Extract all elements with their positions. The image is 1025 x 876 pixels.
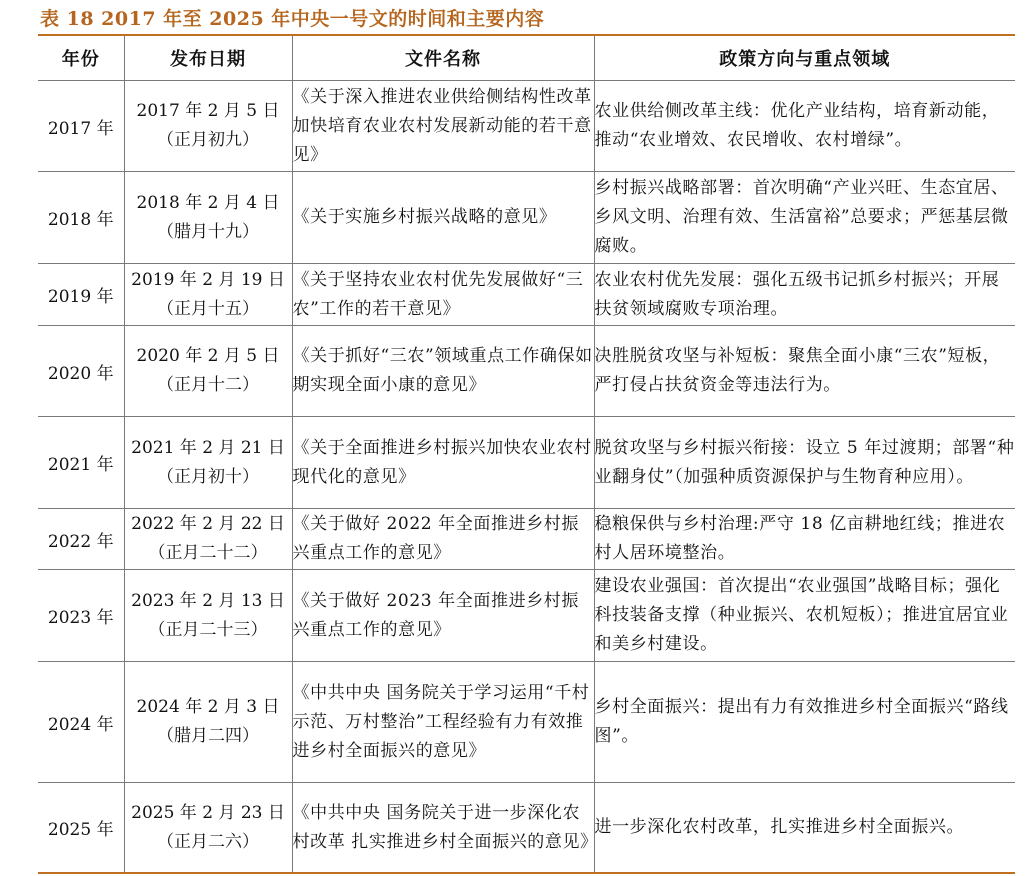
- release-date: 2024 年 2 月 3 日: [136, 697, 280, 717]
- year-cell: 2018 年: [38, 172, 124, 264]
- document-title: 《关于深入推进农业供给侧结构性改革加快培育农业农村发展新动能的若干意见》: [292, 81, 594, 172]
- release-date: 2023 年 2 月 13 日: [131, 590, 285, 611]
- release-date: 2021 年 2 月 21 日: [131, 437, 285, 458]
- policy-table: [38, 36, 1015, 873]
- release-date: 2017 年 2 月 5 日: [136, 101, 280, 121]
- policy-focus: 脱贫攻坚与乡村振兴衔接：设立 5 年过渡期；部署“种业翻身仗”（加强种质资源保护与生物育种应用）。: [594, 417, 1015, 509]
- date-cell: [124, 326, 292, 417]
- header-year: 年份: [38, 36, 124, 81]
- lunar-date: （腊月二四）: [157, 726, 259, 746]
- table-row: [38, 417, 1015, 509]
- table-row: [38, 662, 1015, 783]
- release-date: 2025 年 2 月 23 日: [131, 802, 285, 823]
- document-title: 《关于坚持农业农村优先发展做好“三农”工作的若干意见》: [292, 264, 594, 326]
- header-focus: 政策方向与重点领域: [594, 36, 1015, 81]
- policy-focus: 建设农业强国：首次提出“农业强国”战略目标；强化科技装备支撑（种业振兴、农机短板）；推进宜居宜业和美乡村建设。: [594, 570, 1015, 662]
- document-title: 《关于全面推进乡村振兴加快农业农村现代化的意见》: [292, 417, 594, 509]
- table-row: [38, 509, 1015, 570]
- lunar-date: （正月初九）: [157, 130, 259, 150]
- policy-focus: 农业农村优先发展：强化五级书记抓乡村振兴；开展扶贫领域腐败专项治理。: [594, 264, 1015, 326]
- policy-focus: 进一步深化农村改革，扎实推进乡村全面振兴。: [594, 783, 1015, 873]
- lunar-date: （正月二六）: [157, 831, 259, 852]
- lunar-date: （正月十二）: [157, 375, 259, 395]
- header-date: 发布日期: [124, 36, 292, 81]
- year-cell: 2021 年: [38, 417, 124, 509]
- year-cell: 2022 年: [38, 509, 124, 570]
- date-cell: [124, 172, 292, 264]
- date-cell: [124, 81, 292, 172]
- policy-focus: 农业供给侧改革主线：优化产业结构，培育新动能，推动“农业增效、农民增收、农村增绿”。: [594, 81, 1015, 172]
- policy-focus: 稳粮保供与乡村治理:严守 18 亿亩耕地红线；推进农村人居环境整治。: [594, 509, 1015, 570]
- policy-focus: 决胜脱贫攻坚与补短板：聚焦全面小康“三农”短板，严打侵占扶贫资金等违法行为。: [594, 326, 1015, 417]
- year-cell: 2023 年: [38, 570, 124, 662]
- year-cell: 2024 年: [38, 662, 124, 783]
- document-title: 《关于做好 2023 年全面推进乡村振兴重点工作的意见》: [292, 570, 594, 662]
- document-title: 《关于做好 2022 年全面推进乡村振兴重点工作的意见》: [292, 509, 594, 570]
- release-date: 2019 年 2 月 19 日: [131, 269, 285, 290]
- document-title: 《中共中央 国务院关于进一步深化农村改革 扎实推进乡村全面振兴的意见》: [292, 783, 594, 873]
- policy-focus: 乡村振兴战略部署：首次明确“产业兴旺、生态宜居、乡风文明、治理有效、生活富裕”总要求；严惩基层微腐败。: [594, 172, 1015, 264]
- date-cell: [124, 509, 292, 570]
- lunar-date: （正月二十三）: [148, 619, 268, 640]
- lunar-date: （正月十五）: [157, 298, 259, 319]
- table-caption: 表 18 2017 年至 2025 年中央一号文的时间和主要内容: [40, 8, 545, 30]
- date-cell: [124, 783, 292, 873]
- table-row: [38, 81, 1015, 172]
- table-row: [38, 264, 1015, 326]
- header-doc: 文件名称: [292, 36, 594, 81]
- lunar-date: （正月初十）: [157, 466, 259, 487]
- date-cell: [124, 417, 292, 509]
- year-cell: 2020 年: [38, 326, 124, 417]
- date-cell: [124, 570, 292, 662]
- lunar-date: （腊月十九）: [157, 221, 259, 242]
- document-title: 《关于实施乡村振兴战略的意见》: [292, 172, 594, 264]
- date-cell: [124, 662, 292, 783]
- document-title: 《关于抓好“三农”领域重点工作确保如期实现全面小康的意见》: [292, 326, 594, 417]
- policy-focus: 乡村全面振兴：提出有力有效推进乡村全面振兴“路线图”。: [594, 662, 1015, 783]
- table-row: [38, 783, 1015, 873]
- table-row: [38, 570, 1015, 662]
- year-cell: 2019 年: [38, 264, 124, 326]
- year-cell: 2025 年: [47, 820, 114, 841]
- table-row: [38, 326, 1015, 417]
- lunar-date: （正月二十二）: [148, 543, 268, 563]
- document-title: 《中共中央 国务院关于学习运用“千村示范、万村整治”工程经验有力有效推进乡村全面振兴的意见》: [292, 662, 594, 783]
- header-row: [38, 36, 1015, 81]
- year-cell: 2017 年: [38, 81, 124, 172]
- release-date: 2020 年 2 月 5 日: [136, 346, 280, 366]
- date-cell: [124, 264, 292, 326]
- release-date: 2022 年 2 月 22 日: [131, 514, 285, 534]
- bottom-rule: [38, 872, 1015, 874]
- table-row: [38, 172, 1015, 264]
- release-date: 2018 年 2 月 4 日: [136, 192, 280, 213]
